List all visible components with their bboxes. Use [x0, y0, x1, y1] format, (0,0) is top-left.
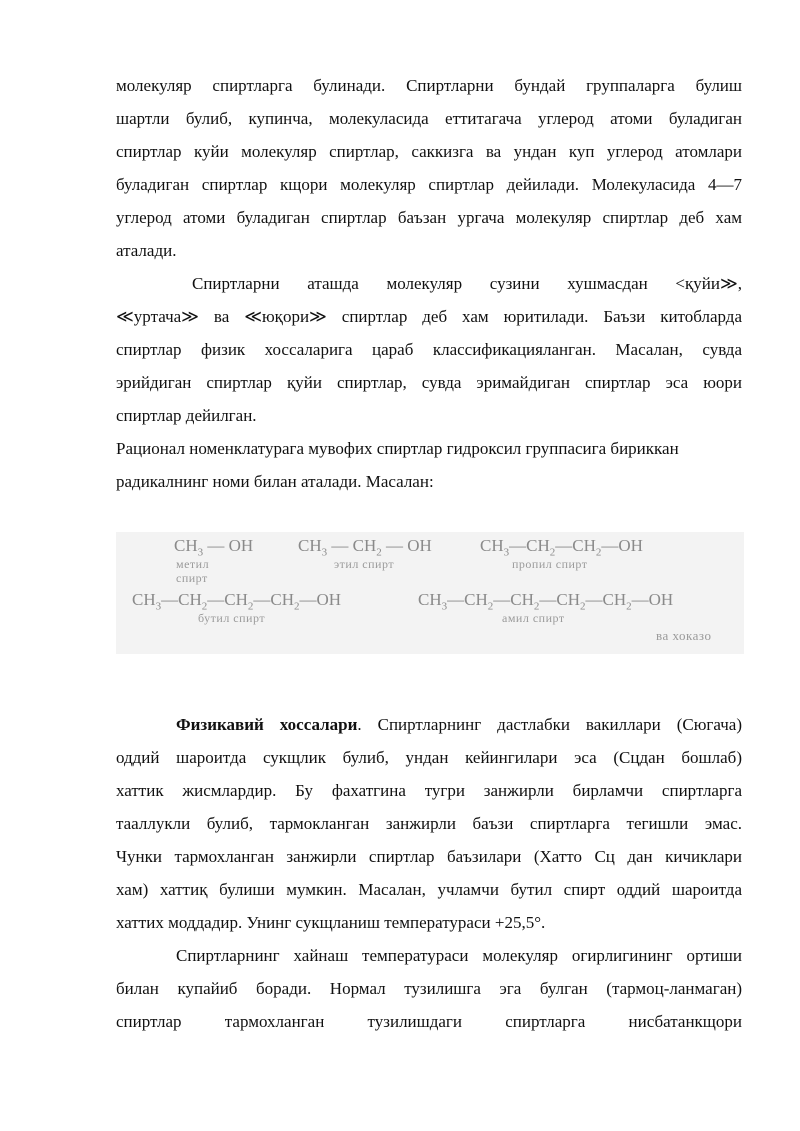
text-line: спиртлар куйи молекуляр спиртлар, саккизга ва ундан куп углерод атомлари: [116, 142, 742, 161]
amyl-label: амил спирт: [502, 611, 565, 625]
text-line: тааллукли булиб, тармокланган занжирли баъзи спиртларга тегишли эмас.: [116, 814, 742, 833]
text-line: спиртлар физик хоссаларига цараб классификацияланган. Масалан, сувда: [116, 340, 742, 359]
text-line: хаттик жисмлардир. Бу фахатгина тугри занжирли бирламчи спиртларга: [116, 781, 742, 800]
text-line: Спиртларни аташда молекуляр сузини хушмасдан <қуйи≫,: [192, 274, 742, 293]
text-line: билан купайиб боради. Нормал тузилишга эга булган (тармоц-ланмаган): [116, 979, 742, 998]
paragraph-2: [116, 267, 742, 432]
text-line: углерод атоми буладиган спиртлар баъзан ургача молекуляр спиртлар деб хам: [116, 208, 742, 227]
section-heading: Физикавий хоссалари: [176, 715, 358, 734]
text-line: спиртлар тармохланган тузилишдаги спиртларга нисбатанкщори: [116, 1012, 742, 1031]
ethyl-label: этил спирт: [334, 557, 395, 571]
paragraph-1: [116, 69, 742, 267]
text-line: Спиртларнинг хайнаш температураси молекуляр огирлигининг ортиши: [176, 946, 742, 965]
text-line: аталади.: [116, 241, 177, 260]
propyl-label: пропил спирт: [512, 557, 588, 571]
amyl-formula: $CH_3—CH_2—CH_2—CH_2—CH_2—OH$: [418, 590, 674, 613]
text-line: радикалнинг номи билан аталади. Масалан:: [116, 472, 434, 491]
text-line: буладиган спиртлар кщори молекуляр спиртлар дейилади. Молекуласида 4—7: [116, 175, 742, 194]
paragraph-5: [116, 939, 742, 1038]
text-line: хам) хаттиқ булиши мумкин. Масалан, учламчи бутил спирт оддий шароитда: [116, 880, 742, 899]
methyl-label-2: спирт: [176, 571, 208, 585]
text-line: Физикавий хоссалари. Спиртларнинг дастлабки вакиллари (Сюгача): [176, 715, 742, 734]
text-line: ≪уртача≫ ва ≪юқори≫ спиртлар деб хам юритилади. Баъзи китобларда: [116, 307, 742, 326]
text-line: шартли булиб, купинча, молекуласида еттитагача углерод атоми буладиган: [116, 109, 742, 128]
ethyl-formula: $CH_3$ — $CH_2$ — OH: [298, 536, 432, 559]
butyl-label: бутил спирт: [198, 611, 266, 625]
text-line: спиртлар дейилган.: [116, 406, 257, 425]
propyl-formula: $CH_3—CH_2—CH_2—OH$: [480, 536, 643, 559]
text-line: молекуляр спиртларга булинади. Спиртларни бундай группаларга булиш: [116, 76, 742, 95]
paragraph-4: [116, 708, 742, 939]
methyl-label: метил: [176, 557, 210, 571]
etc-label: ва хоказо: [656, 628, 712, 643]
butyl-formula: $CH_3—CH_2—CH_2—CH_2—OH$: [132, 590, 342, 613]
text-line: хаттих моддадир. Унинг сукщланиш температураси +25,5°.: [116, 913, 546, 932]
alcohol-formulas-figure: [116, 532, 744, 654]
text-line: Рационал номенклатурага мувофих спиртлар гидроксил группасига бириккан: [116, 439, 679, 458]
methyl-formula: $CH_3$ — OH: [174, 536, 254, 559]
text-line: Чунки тармохланган занжирли спиртлар баъзилари (Хатто Сц дан кичиклари: [116, 847, 742, 866]
text-line: эрийдиган спиртлар қуйи спиртлар, сувда эримайдиган спиртлар эса юори: [116, 373, 742, 392]
text-line: оддий шароитда сукщлик булиб, ундан кейингилари эса (Сцдан бошлаб): [116, 748, 742, 767]
paragraph-3: [116, 432, 742, 498]
